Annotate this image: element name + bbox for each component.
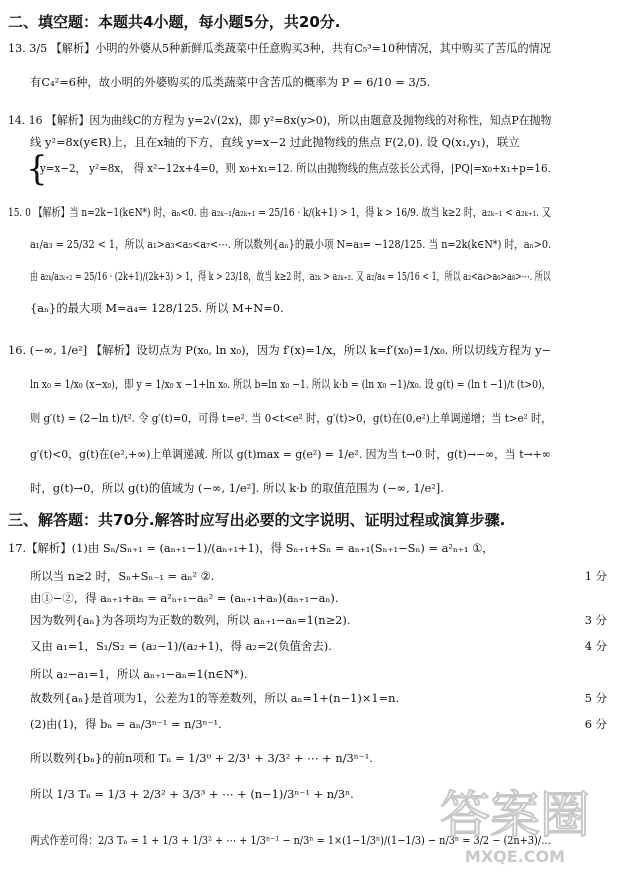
q17-line-11: 两式作差可得：2/3 Tₙ = 1 + 1/3 + 1/3² + ⋯ + 1/3ⁿ⁻¹ − n/3ⁿ = 1×(1−1/3ⁿ)/(1−1/3) − n/3ⁿ = 3/2 − (2n+3)/… [30, 833, 551, 847]
watermark-logo [420, 770, 610, 870]
score-5: 6 分 [584, 717, 607, 731]
score-4: 5 分 [584, 691, 607, 705]
q16-line-3: 则 g′(t) = (2−ln t)/t². 令 g′(t)=0，可得 t=e². 当 0<t<e² 时，g′(t)>0，g(t)在(0,e²)上单调递增；当 t>e² 时， [30, 411, 552, 425]
q16-line-4: g′(t)<0，g(t)在(e²,+∞)上单调递减. 所以 g(t)max = g(e²) = 1/e². 因为当 t→0 时，g(t)→−∞，当 t→+∞ [30, 447, 551, 461]
q17-line-8: (2)由(1)，得 bₙ = aₙ/3ⁿ⁻¹ = n/3ⁿ⁻¹. [30, 717, 222, 731]
q15-line-4: {aₙ}的最大项 M=a₄= 128/125. 所以 M+N=0. [30, 301, 284, 315]
q14-line-2: 线 y²=8x(y∈R)上，且在x轴的下方，直线 y=x−2 过此抛物线的焦点 F(2,0). 设 Q(x₁,y₁)，联立 [30, 135, 520, 149]
q17-line-3: 由①−②，得 aₙ₊₁+aₙ = a²ₙ₊₁−aₙ² = (aₙ₊₁+aₙ)(aₙ₊₁−aₙ). [30, 591, 339, 605]
q14-line-1: 14. 16 【解析】因为曲线C的方程为 y=2√(2x)，即 y²=8x(y>0)，所以由题意及抛物线的对称性，知点P在抛物 [8, 113, 552, 127]
q17-line-1: 17.【解析】(1)由 Sₙ/Sₙ₊₁ = (aₙ₊₁−1)/(aₙ₊₁+1)，得 Sₙ₊₁+Sₙ = aₙ₊₁(Sₙ₊₁−Sₙ) = a²ₙ₊₁ ①， [8, 541, 494, 555]
q17-line-4: 因为数列{aₙ}为各项均为正数的数列，所以 aₙ₊₁−aₙ=1(n≥2). [30, 613, 351, 627]
q16-line-5: 时，g(t)→0，所以 g(t)的值域为 (−∞, 1/e²]. 所以 k·b 的取值范围为 (−∞, 1/e²]. [30, 481, 444, 495]
q17-line-10: 所以 1/3 Tₙ = 1/3 + 2/3² + 3/3³ + ⋯ + (n−1)/3ⁿ⁻¹ + n/3ⁿ. [30, 787, 354, 801]
q16-line-2: ln x₀ = 1/x₀ (x−x₀)，即 y = 1/x₀ x −1+ln x₀. 所以 b=ln x₀ −1. 所以 k·b = (ln x₀ −1)/x₀. 设 g(t) = (ln t −1)/t (t>0)， [30, 377, 551, 391]
section-solve-title: 三、解答题：共70分.解答时应写出必要的文字说明、证明过程或演算步骤. [8, 511, 506, 529]
q17-line-5: 又由 a₁=1，S₁/S₂ = (a₂−1)/(a₂+1)，得 a₂=2(负值舍去). [30, 639, 332, 653]
watermark-text: 答案圈 [440, 786, 590, 844]
q15-line-3: 由 a₂ₖ/a₂ₖ₊₂ = 25/16 · (2k+1)/(2k+3) > 1，得 k > 23/18，故当 k≥2 时，a₂ₖ > a₂ₖ₊₂. 又 a₂/a₄ = 15/16 < 1，所以 a₂<a₄>a₆>a₈>⋯. 所以 [30, 269, 551, 283]
q17-line-7: 故数列{aₙ}是首项为1，公差为1的等差数列，所以 aₙ=1+(n−1)×1=n. [30, 691, 400, 705]
q13-line-1: 13. 3/5 【解析】小明的外婆从5种新鲜瓜类蔬菜中任意购买3种，共有C₅³=10种情况，其中购买了苦瓜的情况 [8, 41, 551, 55]
score-2: 3 分 [584, 613, 607, 627]
q17-line-9: 所以数列{bₙ}的前n项和 Tₙ = 1/3⁰ + 2/3¹ + 3/3² + ⋯ + n/3ⁿ⁻¹. [30, 751, 373, 765]
section-fill-title: 二、填空题：本题共4小题，每小题5分，共20分. [8, 13, 341, 31]
score-3: 4 分 [584, 639, 607, 653]
q17-line-2: 所以当 n≥2 时，Sₙ+Sₙ₋₁ = aₙ² ②. [30, 569, 215, 583]
q14-line-3: y=x−2， y²=8x， 得 x²−12x+4=0，则 x₀+x₁=12. 所以由抛物线的焦点弦长公式得，|PQ|=x₀+x₁+p=16. [40, 161, 551, 175]
q17-line-6: 所以 a₂−a₁=1，所以 aₙ₊₁−aₙ=1(n∈N*). [30, 667, 248, 681]
q15-line-1: 15. 0 【解析】当 n=2k−1(k∈N*) 时，aₙ<0. 由 a₂ₖ₋₁/a₂ₖ₊₁ = 25/16 · k/(k+1) > 1，得 k > 16/9. 故当 k≥2 时，a₂ₖ₋₁ < a₂ₖ₊₁. 又 [8, 205, 551, 219]
score-1: 1 分 [584, 569, 607, 583]
q16-line-1: 16. (−∞, 1/e²] 【解析】设切点为 P(x₀, ln x₀)，因为 f′(x)=1/x，所以 k=f′(x₀)=1/x₀. 所以切线方程为 y− [8, 343, 552, 357]
q15-line-2: a₁/a₃ = 25/32 < 1，所以 a₁>a₃<a₅<a₇<⋯. 所以数列{aₙ}的最小项 N=a₃= −128/125. 当 n=2k(k∈N*) 时，aₙ>0. [30, 237, 552, 251]
q13-line-2: 有C₄²=6种，故小明的外婆购买的瓜类蔬菜中含苦瓜的概率为 P = 6/10 = 3/5. [30, 75, 431, 89]
watermark-sub: MXQE.COM [464, 847, 566, 866]
system-brace: { [26, 149, 48, 189]
